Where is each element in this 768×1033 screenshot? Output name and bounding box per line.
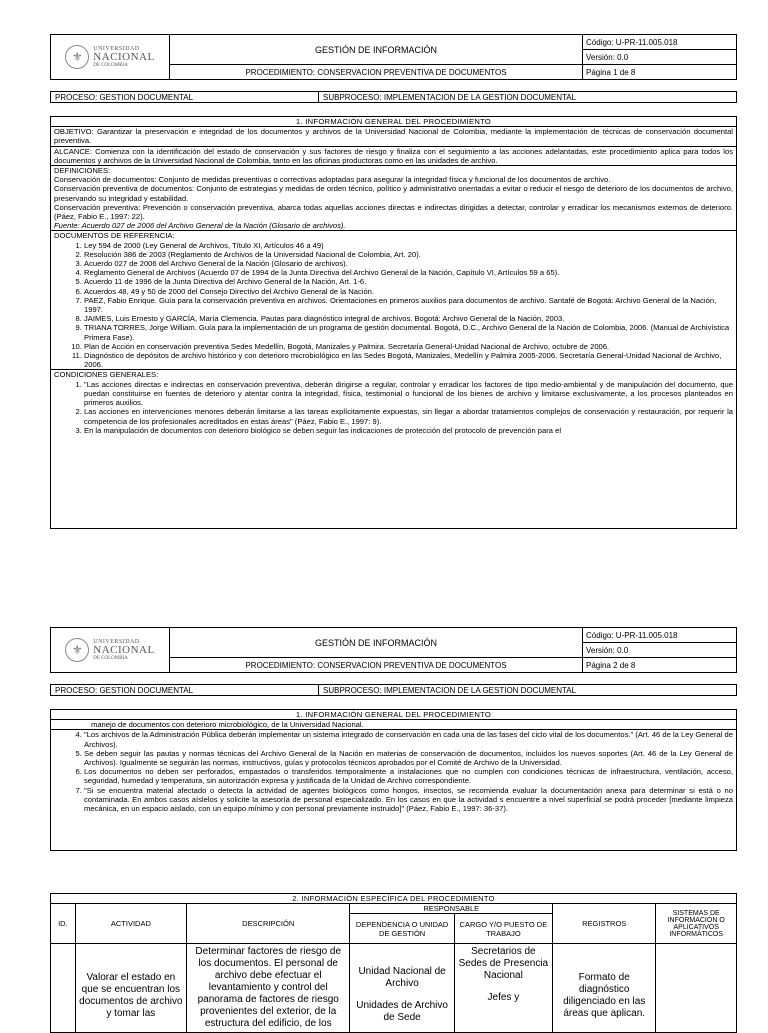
- reference-item: 9. TRIANA TORRES, Jorge William. Guía para la implementación de un programa de gestión documental. Bogotá, D.C., Archivo General de la Nación de Colombia, 2006. (Manual de Archivística Primera Fase).: [84, 323, 733, 341]
- reference-item: 3. Acuerdo 027 de 2006 del Archivo General de la Nación (Glosario de archivos).: [84, 259, 733, 268]
- row-activity: Valorar el estado en que se encuentran los documentos de archivo y tomar las: [75, 944, 186, 1033]
- seal-icon: ⚜: [65, 638, 89, 662]
- definitions-source: Fuente: Acuerdo 027 de 2006 del Archivo General de la Nación (Glosario de archivos).: [54, 221, 346, 231]
- page2-header: [50, 627, 737, 673]
- col-systems: SISTEMAS DE INFORMACIÓN O APLICATIVOS INFORMÁTICOS: [656, 904, 737, 944]
- row-records: Formato de diagnóstico diligenciado en las áreas que aplican.: [553, 944, 656, 1033]
- condition-item: 4. "Los archivos de la Administración Pública deberán implementar un sistema integrado de conservación en cada una de las fases del ciclo vital de los documentos." (Art. 46 de la Ley General de Archivos).: [84, 730, 733, 748]
- general-info-section: [50, 116, 737, 529]
- condition-continuation: manejo de documentos con deterioro microbiológico, de la Universidad Nacional.: [51, 720, 736, 730]
- header-subtitle: PROCEDIMIENTO: CONSERVACION PREVENTIVA DE DOCUMENTOS: [170, 65, 583, 80]
- col-position: CARGO Y/O PUESTO DE TRABAJO: [454, 914, 552, 944]
- reference-item: 1. Ley 594 de 2000 (Ley General de Archivos, Título XI, Artículos 46 a 49): [84, 241, 733, 250]
- scope: ALCANCE: Comienza con la identificación del estado de conservación y sus factores de riesgo y finaliza con el seguimiento a las acciones adelantadas, este procedimiento aplica para todos los documentos y archivos de la Universidad Nacional de Colombia, tanto en las oficinas productoras como en las unidades de archivo.: [51, 147, 736, 166]
- reference-item: 7. PAEZ, Fabio Enrique. Guía para la conservación preventiva en archivos. Orientaciones en primeros auxilios para documentos de archivo. Santafé de Bogotá: Archivo General de la Nación, 1997.: [84, 296, 733, 314]
- row-systems: [656, 944, 737, 1033]
- col-activity: ACTIVIDAD: [75, 904, 186, 944]
- condition-item: 3. En la manipulación de documentos con deterioro biológico se deben seguir las indicaciones de protección del protocolo de prevención para el: [84, 426, 733, 435]
- row-id: [51, 944, 76, 1033]
- reference-item: 5. Acuerdo 11 de 1996 de la Junta Directiva del Archivo General de la Nación, Art. 1-6.: [84, 277, 733, 286]
- page1-header: [50, 34, 737, 80]
- general-info-section-cont: [50, 709, 737, 851]
- definition-item: Conservación preventiva de documentos: Conjunto de estrategias y medidas de orden técnico, político y administrativo orientadas a evitar o reducir el riesgo de deterioro de los documentos de archivo, preservando su integridad y estabilidad.: [54, 184, 733, 203]
- university-logo: ⚜ UNIVERSIDAD NACIONAL DE COLOMBIA: [51, 35, 170, 80]
- process-label: PROCESO: GESTION DOCUMENTAL: [51, 685, 319, 696]
- condition-item: 2. Las acciones en intervenciones menores deberán limitarse a las tareas explícitamente expuestas, sin llegar a abordar tratamientos complejos de conservación y restauración, por requerir la competencia de los profesionales acreditados en estas áreas" (Páez, Fabio E., 1997: 9).: [84, 407, 733, 425]
- seal-icon: ⚜: [65, 45, 89, 69]
- condition-item: 6. Los documentos no deben ser perforados, empastados o transferidos temporalmente a instalaciones que no cumplen con condiciones técnicas de infraestructura, ventilación, acceso, seguridad, humedad y temperatura, sin autorización expresa y justificada de la Unidad de Archivo correspondiente.: [84, 767, 733, 785]
- col-description: DESCRIPCIÓN: [186, 904, 350, 944]
- header-title: GESTIÓN DE INFORMACIÓN: [170, 628, 583, 658]
- col-dependency: DEPENDENCIA O UNIDAD DE GESTIÓN: [350, 914, 454, 944]
- specific-info-table: [50, 893, 737, 1033]
- doc-version: Versión: 0.0: [583, 643, 737, 658]
- section-title: 1. INFORMACIÓN GENERAL DEL PROCEDIMIENTO: [51, 117, 736, 127]
- reference-item: 10. Plan de Acción en conservación preventiva Sedes Medellín, Bogotá, Manizales y Palmira. Secretaría General-Unidad Nacional de Archivo, octubre de 2006.: [84, 342, 733, 351]
- references-block: [51, 231, 736, 370]
- condition-item: 1. "Las acciones directas e indirectas en conservación preventiva, deberán dirigirse a regular, controlar y erradicar los factores de tipo medio-ambiental y de manipulación del documento, que puedan constituirse en fuentes de deterioro y atentar contra la integridad, física, testimonial o funcional de los bienes de archivo y limitarse exclusivamente, a los procesos planteados en primeros auxilios.: [84, 380, 733, 408]
- doc-code: Código: U-PR-11.005.018: [583, 628, 737, 643]
- reference-item: 8. JAIMES, Luis Ernesto y GARCÍA, María Clemencia. Pautas para diagnóstico integral de archivos. Bogotá: Archivo General de la Nación, 2003.: [84, 314, 733, 323]
- col-responsible: RESPONSABLE: [350, 904, 553, 914]
- col-id: ID.: [51, 904, 76, 944]
- conditions-heading: CONDICIONES GENERALES:: [54, 370, 159, 380]
- definitions-heading: DEFINICIONES:: [54, 166, 111, 176]
- subprocess-label: SUBPROCESO: IMPLEMENTACION DE LA GESTION DOCUMENTAL: [319, 685, 737, 696]
- page-number: Página 1 de 8: [583, 65, 737, 80]
- reference-item: 6. Acuerdos 48, 49 y 50 de 2000 del Consejo Directivo del Archivo General de la Nación.: [84, 287, 733, 296]
- process-bar: [50, 684, 737, 696]
- process-bar: [50, 91, 737, 103]
- header-subtitle: PROCEDIMIENTO: CONSERVACION PREVENTIVA DE DOCUMENTOS: [170, 658, 583, 673]
- condition-item: 7. "Si se encuentra material afectado o detecta la actividad de agentes biológicos como hongos, insectos, se recomienda evaluar la documentación anexa para determinar si está o no contaminada. En ambos casos aíslelos y solicite la asesoría de personal especializado. En los casos en que la actividad s encuentre a nivel superficial se podrá proceder [mediante limpieza mecánica, en un espacio aislado, con un equipo mínimo y con personal previamente instruido]" (Páez, Fabio E., 1997: 36-37).: [84, 786, 733, 814]
- conditions-continued: [51, 730, 736, 813]
- definition-item: Conservación preventiva: Prevención o conservación preventiva, abarca todas aquellas acciones directas e indirectas dirigidas a detectar, controlar y erradicar los mecanismos externos de deterioro. (Páez, Fabio E., 1997: 22).: [54, 202, 733, 222]
- specific-section-title: 2. INFORMACIÓN ESPECÍFICA DEL PROCEDIMIENTO: [51, 894, 737, 904]
- doc-code: Código: U-PR-11.005.018: [583, 35, 737, 50]
- definitions-block: [51, 166, 736, 231]
- condition-item: 5. Se deben seguir las pautas y normas técnicas del Archivo General de la Nación en materias de conservación de documentos, incluidos los nuevos soportes (Art. 46 de la Ley General de Archivos). Igualmente se seguirán las normas, instructivos, guías y protocolos técnicos aprobados por el Comité de Archivo de la Universidad.: [84, 749, 733, 767]
- row-position: Secretarios de Sedes de Presencia Nacional Jefes y: [454, 944, 552, 1033]
- conditions-block: [51, 370, 736, 434]
- reference-item: 4. Reglamento General de Archivos (Acuerdo 07 de 1994 de la Junta Directiva del Archivo General de la Nación, Capítulo VI, Artículos 59 a 65).: [84, 268, 733, 277]
- header-title: GESTIÓN DE INFORMACIÓN: [170, 35, 583, 65]
- doc-version: Versión: 0.0: [583, 50, 737, 65]
- subprocess-label: SUBPROCESO: IMPLEMENTACION DE LA GESTION DOCUMENTAL: [319, 92, 737, 103]
- objective: OBJETIVO: Garantizar la preservación e integridad de los documentos y archivos de la Universidad Nacional de Colombia, mediante la implementación de técnicas de conservación documental preventiva.: [51, 127, 736, 146]
- row-dependency: Unidad Nacional de Archivo Unidades de Archivo de Sede: [350, 944, 454, 1033]
- process-label: PROCESO: GESTION DOCUMENTAL: [51, 92, 319, 103]
- reference-item: 2. Resolución 386 de 2003 (Reglamento de Archivos de la Universidad Nacional de Colombia, Art. 20).: [84, 250, 733, 259]
- col-records: REGISTROS: [553, 904, 656, 944]
- definition-item: Conservación de documentos: Conjunto de medidas preventivas o correctivas adoptadas para asegurar la integridad física y funcional de los documentos de archivo.: [54, 175, 611, 185]
- reference-item: 11. Diagnóstico de depósitos de archivo histórico y con deterioro microbiológico en las Sedes Bogotá, Manizales, Medellín y Palmira 2005-2006. Secretaría General-Unidad Nacional de Archivo, 2006.: [84, 351, 733, 369]
- references-heading: DOCUMENTOS DE REFERENCIA:: [54, 231, 175, 241]
- page-number: Página 2 de 8: [583, 658, 737, 673]
- section-title: 1. INFORMACIÓN GENERAL DEL PROCEDIMIENTO: [51, 710, 736, 720]
- row-description: Determinar factores de riesgo de los documentos. El personal de archivo debe efectuar el levantamiento y control del panorama de factores de riesgo provenientes del exterior, de la estructura del edificio, de los: [186, 944, 350, 1033]
- university-logo: ⚜ UNIVERSIDAD NACIONAL DE COLOMBIA: [51, 628, 170, 673]
